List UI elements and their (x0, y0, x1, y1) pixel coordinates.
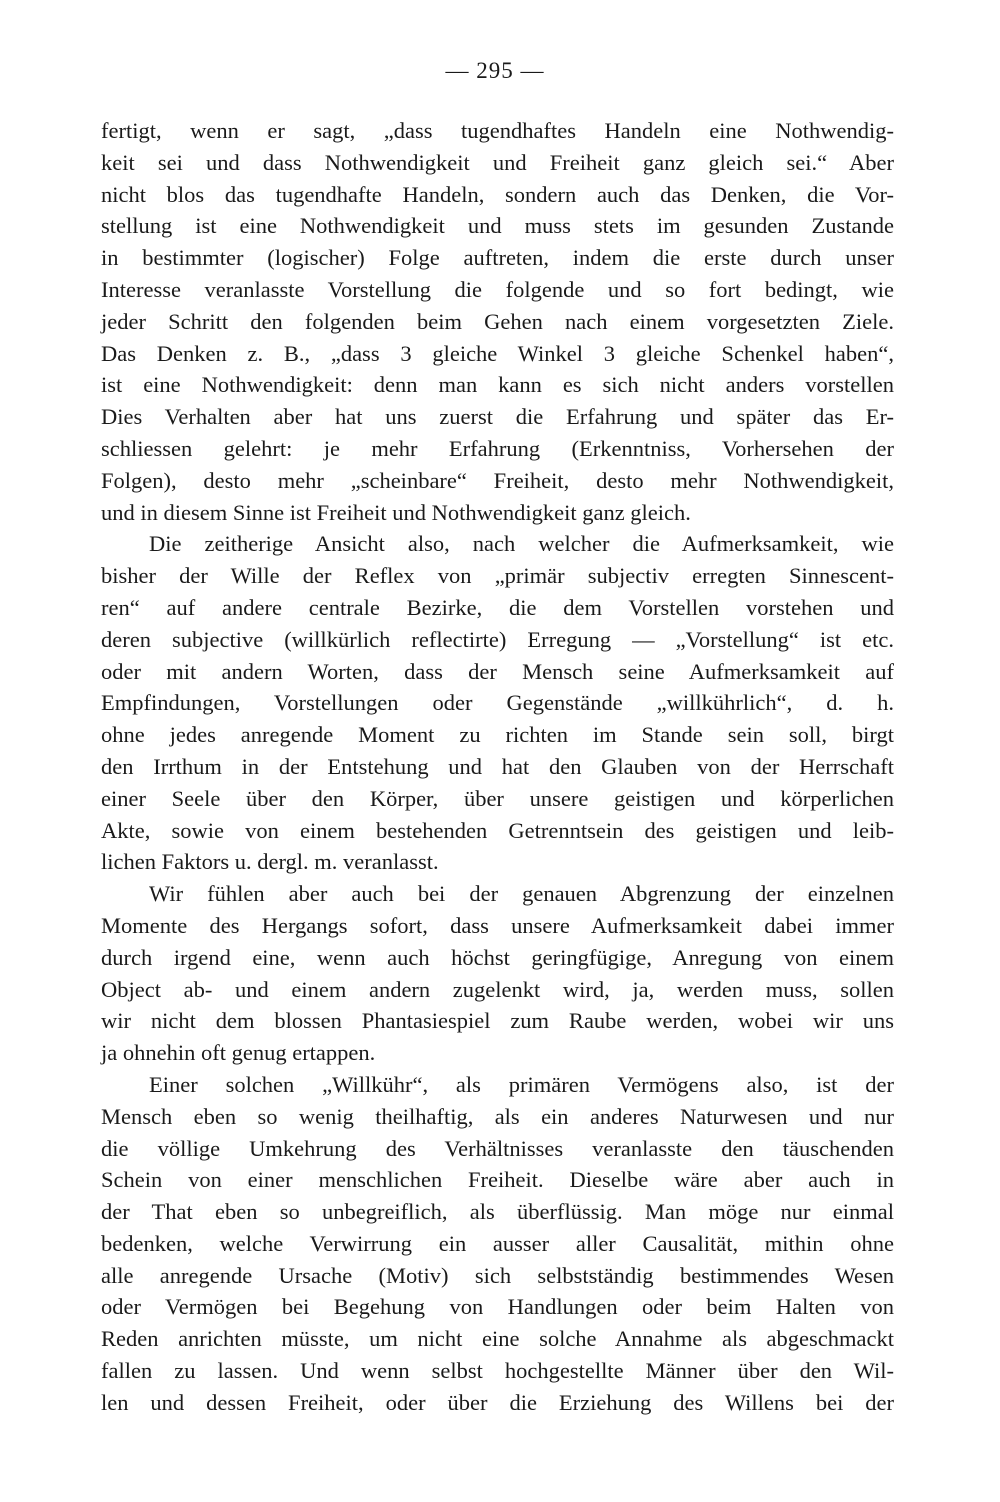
text-line: Einer solchen „Willkühr“, als primären Vermögens also, ist der (149, 1071, 894, 1097)
text-line: einer Seele über den Körper, über unsere geistigen und körperlichen (101, 785, 894, 811)
text-line: fallen zu lassen. Und wenn selbst hochgestellte Männer über den Wil- (101, 1358, 894, 1384)
text-line: Wir fühlen aber auch bei der genauen Abgrenzung der einzelnen (149, 881, 894, 907)
text-line: alle anregende Ursache (Motiv) sich selbstständig bestimmendes Wesen (101, 1262, 894, 1288)
text-line: Interesse veranlasste Vorstellung die folgende und so fort bedingt, wie (101, 276, 894, 302)
text-line: Schein von einer menschlichen Freiheit. Dieselbe wäre aber auch in (101, 1167, 894, 1193)
text-line: Reden anrichten müsste, um nicht eine solche Annahme als abgeschmackt (101, 1326, 894, 1352)
text-line: Das Denken z. B., „dass 3 gleiche Winkel 3 gleiche Schenkel haben“, (101, 340, 894, 366)
text-line: oder Vermögen bei Begehung von Handlungen oder beim Halten von (101, 1294, 894, 1320)
text-line: ren“ auf andere centrale Bezirke, die dem Vorstellen vorstehen und (101, 594, 894, 620)
text-line: Empfindungen, Vorstellungen oder Gegenstände „willkührlich“, d. h. (101, 690, 894, 716)
text-line: fertigt, wenn er sagt, „dass tugendhaftes Handeln eine Nothwendig- (101, 118, 894, 143)
text-line: oder mit andern Worten, dass der Mensch seine Aufmerksamkeit auf (101, 658, 894, 684)
text-line: ist eine Nothwendigkeit: denn man kann es sich nicht anders vorstellen (101, 372, 894, 398)
text-line: Dies Verhalten aber hat uns zuerst die Erfahrung und später das Er- (101, 404, 894, 430)
text-line: Folgen), desto mehr „scheinbare“ Freiheit, desto mehr Nothwendigkeit, (101, 467, 894, 493)
text-line: die völlige Umkehrung des Verhältnisses veranlasste den täuschenden (101, 1135, 894, 1161)
text-line: und in diesem Sinne ist Freiheit und Nothwendigkeit ganz gleich. (101, 499, 691, 525)
text-line: ohne jedes anregende Moment zu richten im Stande sein soll, birgt (101, 722, 894, 748)
text-line: in bestimmter (logischer) Folge auftreten, indem die erste durch unser (101, 245, 894, 271)
text-line: Die zeitherige Ansicht also, nach welcher die Aufmerksamkeit, wie (149, 531, 894, 557)
text-line: deren subjective (willkürlich reflectirte) Erregung — „Vorstellung“ ist etc. (101, 626, 894, 652)
text-line: bedenken, welche Verwirrung ein ausser aller Causalität, mithin ohne (101, 1230, 894, 1256)
text-line: schliessen gelehrt: je mehr Erfahrung (Erkenntniss, Vorhersehen der (101, 435, 894, 461)
page-number: — 295 — (445, 58, 545, 83)
text-line: bisher der Wille der Reflex von „primär subjectiv erregten Sinnescent- (101, 563, 894, 589)
text-line: der That eben so unbegreiflich, als überflüssig. Man möge nur einmal (101, 1199, 894, 1225)
text-line: jeder Schritt den folgenden beim Gehen nach einem vorgesetzten Ziele. (101, 308, 894, 334)
text-line: len und dessen Freiheit, oder über die Erziehung des Willens bei der (101, 1389, 894, 1415)
text-line: Momente des Hergangs sofort, dass unsere Aufmerksamkeit dabei immer (101, 912, 894, 938)
text-line: ja ohnehin oft genug ertappen. (101, 1040, 376, 1066)
text-line: stellung ist eine Nothwendigkeit und muss stets im gesunden Zustande (101, 213, 894, 239)
text-line: wir nicht dem blossen Phantasiespiel zum Raube werden, wobei wir uns (101, 1008, 894, 1034)
text-line: keit sei und dass Nothwendigkeit und Freiheit ganz gleich sei.“ Aber (101, 149, 894, 175)
text-line: durch irgend eine, wenn auch höchst geringfügige, Anregung von einem (101, 944, 894, 970)
text-line: Mensch eben so wenig theilhaftig, als ein anderes Naturwesen und nur (101, 1103, 894, 1129)
text-line: nicht blos das tugendhafte Handeln, sondern auch das Denken, die Vor- (101, 181, 894, 207)
text-line: lichen Faktors u. dergl. m. veranlasst. (101, 849, 439, 875)
text-line: Object ab- und einem andern zugelenkt wird, ja, werden muss, sollen (101, 976, 894, 1002)
body-text (101, 115, 894, 1419)
text-line: Akte, sowie von einem bestehenden Getrenntsein des geistigen und leib- (101, 817, 894, 843)
text-line: den Irrthum in der Entstehung und hat den Glauben von der Herrschaft (101, 753, 894, 779)
